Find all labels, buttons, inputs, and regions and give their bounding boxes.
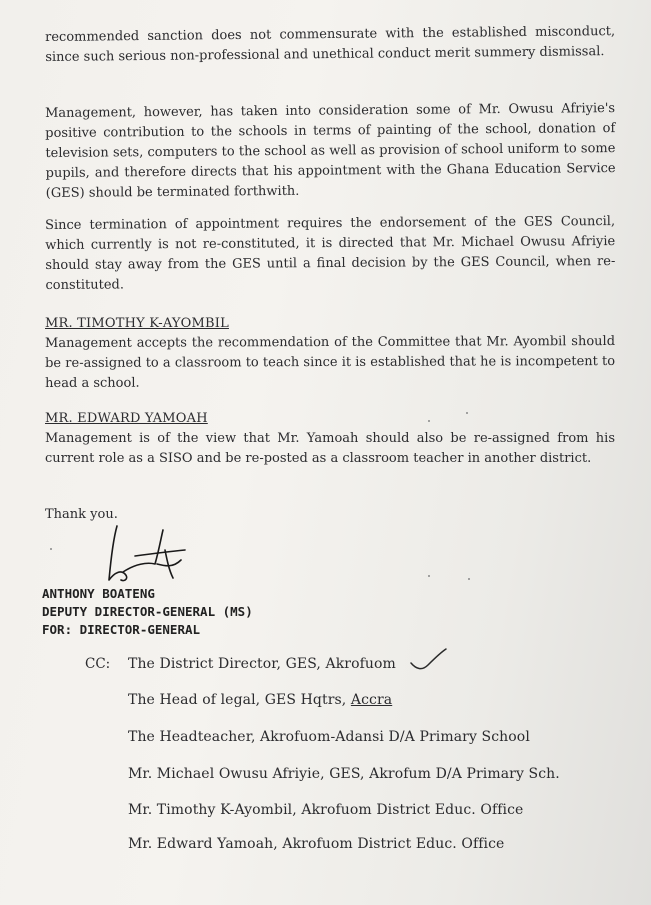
paragraph-misconduct: recommended sanction does not commensurate with the established misconduct, since such serious non-professional and unethical conduct merit summery dismissal. bbox=[45, 24, 616, 65]
signatory-block bbox=[42, 585, 253, 639]
section-heading-ayombil: MR. TIMOTHY K-AYOMBIL bbox=[45, 316, 229, 331]
paragraph-termination-endorsement: Since termination of appointment requires the endorsement of the GES Council, which currently is not re-constituted, it is directed that Mr. Michael Owusu Afriyie should stay away from the GES until a final decision by the GES Council, when re-constituted. bbox=[45, 214, 616, 293]
section-body-yamoah: Management is of the view that Mr. Yamoah should also be re-assigned from his current role as a SISO and be re-posted as a classroom teacher in another district. bbox=[45, 431, 615, 466]
paragraph-management-consideration: Management, however, has taken into consideration some of Mr. Owusu Afriyie's positive contribution to the schools in terms of painting of the school, donation of television sets, computers to the school as well as provision of school uniform to some pupils, and therefore directs that his appointment with the Ghana Education Service (GES) should be terminated forthwith. bbox=[45, 101, 616, 201]
paper-speck bbox=[466, 412, 468, 414]
cc-recipient-headteacher: The Headteacher, Akrofuom-Adansi D/A Primary School bbox=[128, 729, 530, 745]
signatory-for: FOR: DIRECTOR-GENERAL bbox=[42, 622, 201, 637]
closing-text: Thank you. bbox=[45, 507, 118, 522]
section-heading-yamoah: MR. EDWARD YAMOAH bbox=[45, 411, 208, 426]
section-body-ayombil: Management accepts the recommendation of the Committee that Mr. Ayombil should be re-assigned to a classroom to teach since it is established that he is incompetent to head a school. bbox=[45, 334, 616, 391]
cc-label: CC: bbox=[85, 656, 111, 672]
cc-recipient-owusu-afriyie: Mr. Michael Owusu Afriyie, GES, Akrofum D/A Primary Sch. bbox=[128, 766, 560, 782]
paper-speck bbox=[428, 420, 430, 422]
paper-speck bbox=[50, 548, 52, 550]
paper-speck bbox=[428, 575, 430, 577]
signatory-title: DEPUTY DIRECTOR-GENERAL (MS) bbox=[42, 604, 253, 619]
cc-recipient-head-of-legal: The Head of legal, GES Hqtrs, Accra bbox=[128, 692, 393, 708]
paper-speck bbox=[468, 578, 470, 580]
cc-recipient-k-ayombil: Mr. Timothy K-Ayombil, Akrofuom District Educ. Office bbox=[128, 802, 524, 818]
handwritten-signature bbox=[95, 520, 205, 592]
checkmark-icon bbox=[408, 643, 448, 673]
cc-recipient-accra: Accra bbox=[350, 692, 393, 708]
cc-recipient-yamoah: Mr. Edward Yamoah, Akrofuom District Educ. Office bbox=[128, 836, 505, 852]
cc-recipient-district-director: The District Director, GES, Akrofuom bbox=[128, 656, 396, 672]
signatory-name: ANTHONY BOATENG bbox=[42, 586, 155, 601]
